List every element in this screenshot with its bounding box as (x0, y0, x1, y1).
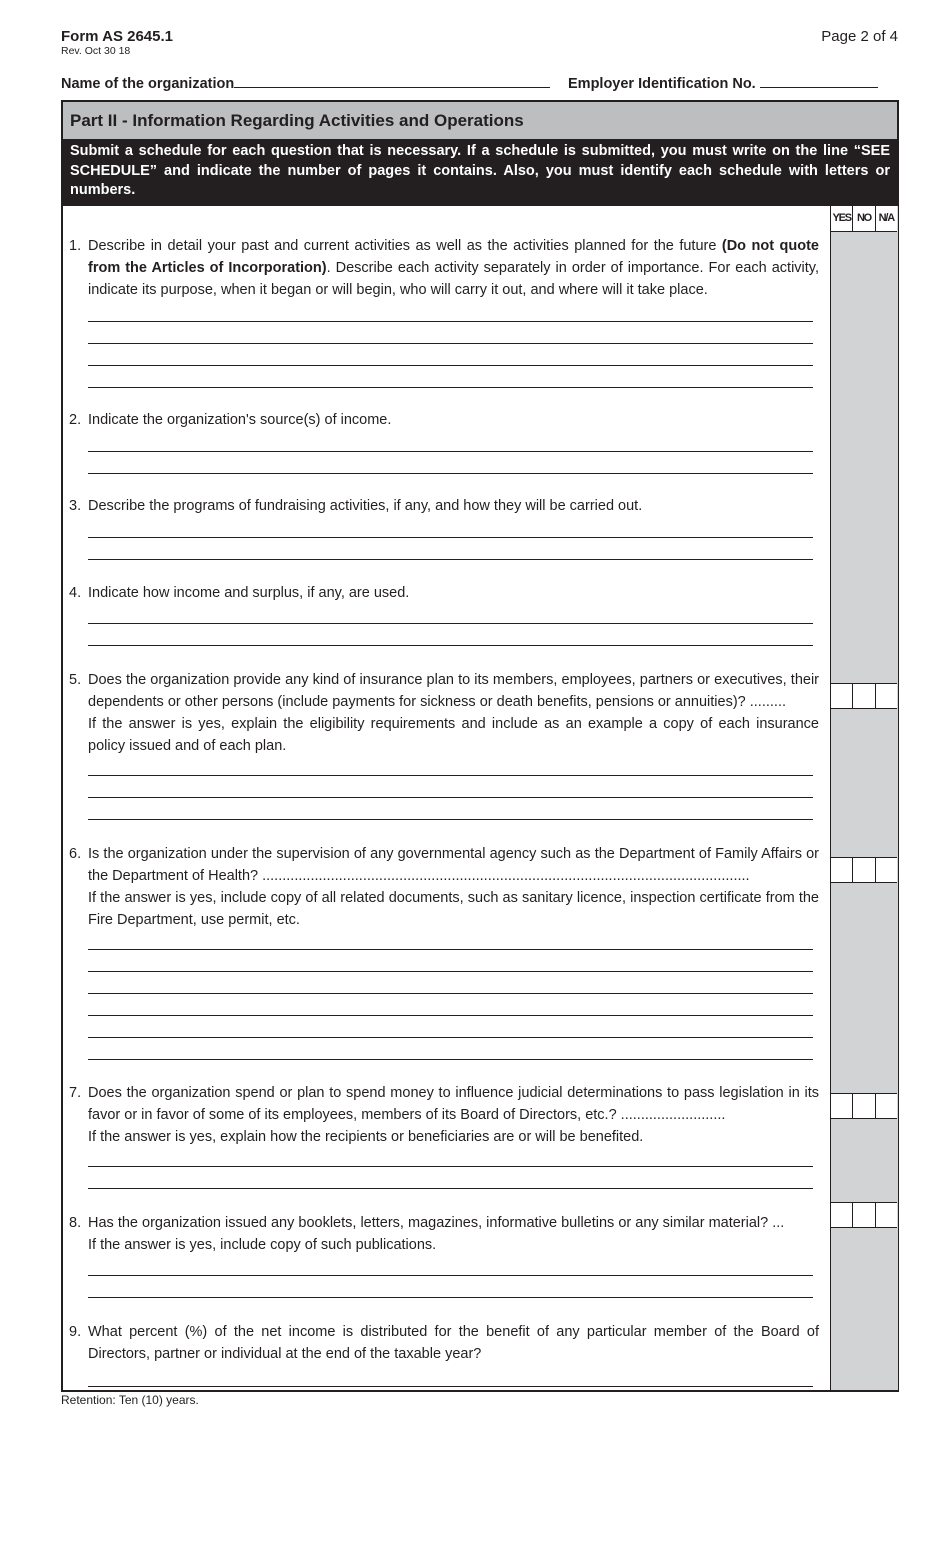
question-3-text: Describe the programs of fundraising activities, if any, and how they will be carried out. (88, 498, 643, 514)
ein-label: Employer Identification No. (568, 76, 756, 92)
q6-no-box[interactable] (853, 858, 875, 882)
revision-date: Rev. Oct 30 18 (61, 45, 131, 57)
question-5-text: Does the organization provide any kind of insurance plan to its members, employees, partners or executives, their dependents or other persons (include payments for sickness or death benefits, pensions or annuities)? ......... (88, 672, 819, 710)
part-ii-section (61, 100, 899, 1392)
q7-no-box[interactable] (853, 1094, 875, 1118)
question-6-followup: If the answer is yes, include copy of all related documents, such as sanitary licence, inspection certificate from the Fire Department, use permit, etc. (88, 890, 819, 928)
question-number: 8. (69, 1215, 82, 1231)
question-6-answer-lines[interactable] (88, 928, 813, 1060)
na-header: N/A (878, 212, 894, 224)
part-header (63, 102, 897, 139)
question-6 (69, 843, 819, 931)
q8-na-box[interactable] (876, 1203, 897, 1227)
question-1 (69, 235, 819, 301)
q6-yes-box[interactable] (831, 858, 853, 882)
question-2-text: Indicate the organization's source(s) of income. (88, 412, 392, 428)
question-8-answer-lines[interactable] (88, 1254, 813, 1298)
question-4-text: Indicate how income and surplus, if any, are used. (88, 585, 410, 601)
question-1-answer-lines[interactable] (88, 300, 813, 388)
q5-na-box[interactable] (876, 684, 897, 708)
question-number: 2. (69, 412, 82, 428)
q6-answer-boxes (830, 857, 897, 883)
q7-na-box[interactable] (876, 1094, 897, 1118)
question-2-answer-lines[interactable] (88, 430, 813, 474)
no-header: NO (853, 206, 875, 231)
question-number: 9. (69, 1324, 82, 1340)
question-7-followup: If the answer is yes, explain how the recipients or beneficiaries are or will be benefited. (88, 1129, 644, 1145)
org-name-row (61, 73, 550, 92)
q5-yes-box[interactable] (831, 684, 853, 708)
retention-note: Retention: Ten (10) years. (61, 1393, 199, 1407)
org-name-label: Name of the organization (61, 76, 235, 92)
question-8-followup: If the answer is yes, include copy of such publications. (88, 1237, 437, 1253)
q7-answer-boxes (830, 1093, 897, 1119)
question-5-followup: If the answer is yes, explain the eligibility requirements and include as an example a copy of each insurance policy issued and of each plan. (88, 716, 819, 754)
q5-answer-boxes (830, 683, 897, 709)
question-7 (69, 1082, 819, 1148)
question-2 (69, 409, 819, 431)
q8-answer-boxes (830, 1202, 897, 1228)
question-4-answer-lines[interactable] (88, 602, 813, 646)
question-3-answer-lines[interactable] (88, 516, 813, 560)
org-name-field[interactable] (234, 73, 550, 88)
question-7-answer-lines[interactable] (88, 1145, 813, 1189)
question-number: 1. (69, 238, 82, 254)
part-instructions: Submit a schedule for each question that is necessary. If a schedule is submitted, you must write on the line “SEE SCHEDULE” and indicate the number of pages it contains. Also, you must identify each schedule with letters or numbers. (63, 139, 897, 206)
q6-na-box[interactable] (876, 858, 897, 882)
question-7-text: Does the organization spend or plan to spend money to influence judicial determinations to pass legislation in its favor or in favor of some of its employees, members of its Board of Directors, etc.? .......................... (88, 1085, 819, 1123)
answer-column-headers (830, 206, 897, 232)
q8-yes-box[interactable] (831, 1203, 853, 1227)
form-number: Form AS 2645.1 (61, 28, 173, 45)
ein-row (568, 73, 878, 92)
question-8 (69, 1212, 819, 1256)
question-number: 6. (69, 846, 82, 862)
page-indicator: Page 2 of 4 (821, 28, 898, 45)
question-6-text: Is the organization under the supervision of any governmental agency such as the Department of Family Affairs or the Department of Health? ......................................................................................................................... (88, 846, 819, 884)
part-title: Part II - Information Regarding Activities and Operations (70, 111, 524, 130)
question-9-text: What percent (%) of the net income is distributed for the benefit of any particular member of the Board of Directors, partner or individual at the end of the taxable year? (88, 1324, 819, 1362)
question-9-answer-lines[interactable] (88, 1365, 813, 1387)
question-1-text: Describe in detail your past and current activities as well as the activities planned for the future (Do not quote from the Articles of Incorporation). Describe each activity separately in order of importance. For each activity, indicate its purpose, when it began or will begin, who will carry it out, and where will it take place. (88, 238, 819, 298)
question-9 (69, 1321, 819, 1365)
ein-field[interactable] (760, 73, 878, 88)
q8-no-box[interactable] (853, 1203, 875, 1227)
question-3 (69, 495, 819, 517)
question-8-text: Has the organization issued any booklets, letters, magazines, informative bulletins or any similar material? ... (88, 1215, 785, 1231)
question-number: 5. (69, 672, 82, 688)
question-5 (69, 669, 819, 757)
question-5-answer-lines[interactable] (88, 754, 813, 820)
q7-yes-box[interactable] (831, 1094, 853, 1118)
question-number: 4. (69, 585, 82, 601)
yes-header: YES (831, 206, 853, 231)
question-number: 3. (69, 498, 82, 514)
question-4 (69, 582, 819, 604)
q5-no-box[interactable] (853, 684, 875, 708)
question-number: 7. (69, 1085, 82, 1101)
